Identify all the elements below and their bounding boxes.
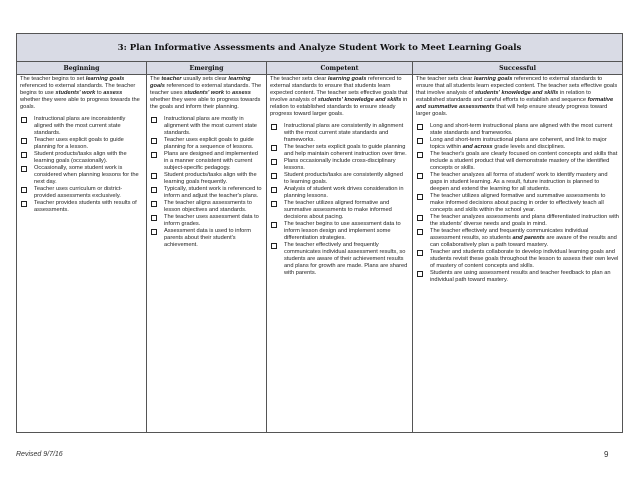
criteria-item	[150, 214, 263, 228]
criteria-item	[150, 137, 263, 151]
checkbox-icon	[417, 250, 423, 256]
checkbox-icon	[271, 159, 277, 165]
column-header-competent: Competent	[267, 62, 413, 75]
criteria-item	[416, 249, 619, 270]
text-segment: The teacher sets clear	[270, 76, 328, 82]
text-segment: Student products/tasks are consistently aligned to learning goals.	[284, 172, 403, 185]
emphasized-text: students' knowledge and skills	[474, 90, 559, 96]
text-segment: to	[224, 90, 232, 96]
criteria-list	[270, 123, 409, 277]
column-cell-emerging	[147, 75, 267, 433]
text-segment: Teacher and students collaborate to develop individual learning goals and students revisit these goals throughout the lesson to assess their own level of mastery of content concepts and skills.	[430, 249, 619, 269]
criteria-item	[270, 123, 409, 144]
column-cell-successful	[413, 75, 623, 433]
criteria-item	[270, 158, 409, 172]
criteria-item	[270, 186, 409, 200]
emphasized-text: learning goals	[473, 76, 513, 82]
text-segment: Students are using assessment results and teacher feedback to plan an individual path toward mastery.	[430, 270, 611, 283]
emphasized-text: learning goals	[327, 76, 367, 82]
text-segment: The teacher utilizes aligned formative and summative assessments to make informed decisions about pacing in order to effectively teach all concepts and skills within the school year.	[430, 193, 606, 213]
text-segment: Instructional plans are inconsistently aligned with the most current state standards.	[34, 116, 126, 136]
criteria-item	[150, 116, 263, 137]
revised-date: Revised 9/7/16	[16, 451, 63, 458]
criteria-item	[20, 151, 143, 165]
column-intro	[416, 76, 619, 118]
emphasized-text: teacher	[161, 76, 182, 82]
text-segment: The teacher uses assessment data to inform grades.	[164, 214, 259, 227]
text-segment: The teacher utilizes aligned formative and summative assessments to make informed decisions about pacing.	[284, 200, 392, 220]
criteria-item	[270, 172, 409, 186]
criteria-item	[270, 242, 409, 277]
criteria-item	[150, 151, 263, 172]
text-segment: whether they were able to progress towards the goals and inform their planning.	[150, 97, 261, 110]
criteria-item	[416, 214, 619, 228]
criteria-item	[150, 228, 263, 249]
text-segment: referenced to external standards to ensure that all students learn expected content. The teacher sets effective goals that involve analysis of	[416, 76, 618, 96]
criteria-item	[150, 200, 263, 214]
checkbox-icon	[21, 166, 27, 172]
checkbox-icon	[271, 124, 277, 130]
checkbox-icon	[21, 187, 27, 193]
checkbox-icon	[417, 271, 423, 277]
text-segment: Teacher provides students with results of assessments.	[34, 200, 137, 213]
text-segment: to	[95, 90, 104, 96]
text-segment: The teacher sets explicit goals to guide planning and help maintain coherent instruction over time.	[284, 144, 407, 157]
criteria-item	[150, 172, 263, 186]
rubric-title: 3: Plan Informative Assessments and Analyze Student Work to Meet Learning Goals	[17, 34, 623, 62]
criteria-item	[20, 116, 143, 137]
checkbox-icon	[151, 117, 157, 123]
emphasized-text: students' knowledge and skills	[317, 97, 402, 103]
checkbox-icon	[271, 201, 277, 207]
checkbox-icon	[151, 201, 157, 207]
checkbox-icon	[151, 138, 157, 144]
checkbox-icon	[417, 229, 423, 235]
criteria-item	[150, 186, 263, 200]
text-segment: The teacher begins to use assessment data to inform lesson design and implement some differentiation strategies.	[284, 221, 401, 241]
checkbox-icon	[417, 194, 423, 200]
text-segment: Teacher uses explicit goals to guide planning for a lesson.	[34, 137, 124, 150]
criteria-item	[270, 144, 409, 158]
page-number: 9	[604, 450, 609, 459]
criteria-item	[416, 193, 619, 214]
checkbox-icon	[271, 145, 277, 151]
text-segment: referenced to external standards. The teacher uses	[150, 83, 262, 96]
emphasized-text: students' work	[184, 90, 225, 96]
criteria-item	[20, 137, 143, 151]
text-segment: Instructional plans are mostly in alignment with the most current state standards.	[164, 116, 257, 136]
emphasized-text: assess	[231, 90, 251, 96]
text-segment: The teacher analyzes assessments and plans differentiated instruction with the students' diverse needs and goals in mind.	[430, 214, 619, 227]
text-segment: Long and short-term instructional plans are coherent, and link to major topics within	[430, 137, 607, 150]
text-segment: Teacher uses explicit goals to guide planning for a sequence of lessons.	[164, 137, 254, 150]
checkbox-icon	[151, 173, 157, 179]
emphasized-text: learning goals	[85, 76, 125, 82]
text-segment: usually sets clear	[181, 76, 229, 82]
text-segment: The	[150, 76, 162, 82]
text-segment: whether they were able to progress towards the goals.	[20, 97, 140, 110]
text-segment: The teacher aligns assessments to lesson objectives and standards.	[164, 200, 252, 213]
text-segment: Occasionally, some student work is considered when planning lessons for the next day.	[34, 165, 139, 185]
text-segment: The teacher begins to set	[20, 76, 86, 82]
text-segment: Assessment data is used to inform parents about their student's achievement.	[164, 228, 251, 248]
text-segment: Instructional plans are consistently in alignment with the most current state standards and frameworks.	[284, 123, 404, 143]
text-segment: Plans are designed and implemented in a manner consistent with current subject-specific pedagogy.	[164, 151, 258, 171]
text-segment: The teacher's goals are clearly focused on content concepts and skills that include a student product that will demonstrate mastery of the identified concepts or skills.	[430, 151, 618, 171]
checkbox-icon	[21, 201, 27, 207]
criteria-list	[150, 116, 263, 249]
criteria-item	[20, 186, 143, 200]
criteria-item	[270, 200, 409, 221]
checkbox-icon	[417, 124, 423, 130]
emphasized-text: learning goals	[150, 76, 251, 89]
column-intro	[20, 76, 143, 111]
emphasized-text: assess	[103, 90, 123, 96]
emphasized-text: and parents	[512, 235, 545, 241]
text-segment: The teacher analyzes all forms of student' work to identify mastery and gaps in student learning. As a result, future instruction is planned to deepen and extend the learning for all students.	[430, 172, 608, 192]
criteria-item	[416, 228, 619, 249]
checkbox-icon	[151, 229, 157, 235]
checkbox-icon	[417, 173, 423, 179]
text-segment: Analysis of student work drives consideration in planning lessons.	[284, 186, 404, 199]
text-segment: The teacher sets clear	[416, 76, 474, 82]
text-segment: that will help ensure steady progress toward larger goals.	[416, 104, 608, 117]
text-segment: The teacher effectively and frequently communicates individual assessment results, so students	[430, 228, 589, 241]
emphasized-text: and across	[462, 144, 493, 150]
column-intro	[150, 76, 263, 111]
checkbox-icon	[151, 187, 157, 193]
emphasized-text: formative and summative assessments	[416, 97, 614, 110]
text-segment: grade levels and disciplines.	[492, 144, 566, 150]
checkbox-icon	[21, 117, 27, 123]
checkbox-icon	[417, 215, 423, 221]
criteria-item	[416, 270, 619, 284]
criteria-item	[270, 221, 409, 242]
column-header-beginning: Beginning	[17, 62, 147, 75]
checkbox-icon	[21, 152, 27, 158]
text-segment: referenced to external standards to ensure that students learn expected content. The teacher sets effective goals that involve analysis of	[270, 76, 408, 103]
text-segment: Student products/tasks align with the learning goals frequently.	[164, 172, 257, 185]
column-header-successful: Successful	[413, 62, 623, 75]
column-intro	[270, 76, 409, 118]
text-segment: in relation to established standards and careful efforts to establish and sequence	[416, 90, 591, 103]
text-segment: are aware of the results and can collaboratively plan a path toward mastery.	[430, 235, 617, 248]
checkbox-icon	[271, 173, 277, 179]
text-segment: The teacher effectively and frequently communicates individual assessment results, so students are aware of their achievement results and plans for growth are made. Plans are shared with parents.	[284, 242, 408, 276]
criteria-item	[416, 123, 619, 137]
checkbox-icon	[271, 243, 277, 249]
criteria-item	[20, 200, 143, 214]
criteria-list	[416, 123, 619, 284]
checkbox-icon	[21, 138, 27, 144]
checkbox-icon	[151, 152, 157, 158]
column-header-emerging: Emerging	[147, 62, 267, 75]
criteria-item	[20, 165, 143, 186]
text-segment: in relation to established standards to ensure steady progress toward larger goals.	[270, 97, 408, 117]
checkbox-icon	[151, 215, 157, 221]
criteria-list	[20, 116, 143, 214]
checkbox-icon	[271, 187, 277, 193]
checkbox-icon	[271, 222, 277, 228]
text-segment: Plans occasionally include cross-disciplinary lessons.	[284, 158, 396, 171]
rubric-table	[16, 33, 623, 433]
emphasized-text: students' work	[55, 90, 96, 96]
text-segment: Teacher uses curriculum or district-provided assessments exclusively.	[34, 186, 123, 199]
checkbox-icon	[417, 152, 423, 158]
text-segment: Long and short-term instructional plans are aligned with the most current state standards and frameworks.	[430, 123, 613, 136]
text-segment: referenced to external standards. The teacher begins to use	[20, 83, 136, 96]
checkbox-icon	[417, 138, 423, 144]
text-segment: Typically, student work is referenced to inform and adjust the teacher's plans.	[164, 186, 262, 199]
criteria-item	[416, 172, 619, 193]
text-segment: Student products/tasks align with the learning goals (occasionally).	[34, 151, 127, 164]
criteria-item	[416, 151, 619, 172]
criteria-item	[416, 137, 619, 151]
column-cell-beginning	[17, 75, 147, 433]
column-cell-competent	[267, 75, 413, 433]
